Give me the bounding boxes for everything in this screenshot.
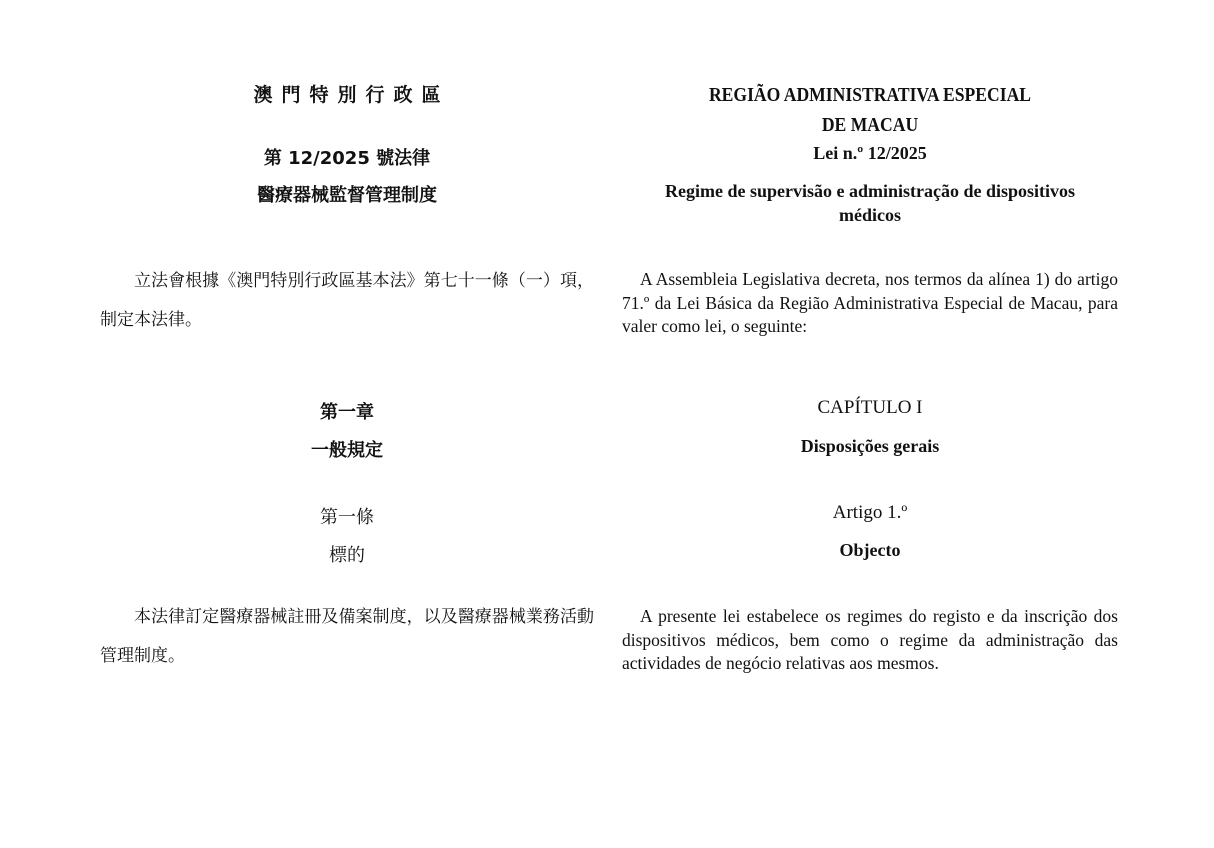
law-title-pt: Regime de supervisão e administração de dispositivos médicos	[664, 181, 1075, 225]
region-title-pt	[652, 80, 1088, 140]
chapter-title-zh: 一般規定	[311, 440, 383, 461]
law-number-zh: 第 12/2025 號法律	[263, 148, 431, 169]
preamble-zh: 立法會根據《澳門特別行政區基本法》第七十一條（一）項，制定本法律。	[100, 271, 594, 330]
article-heading-zh: 第一條	[320, 507, 374, 528]
region-title-pt-line1: REGIÃO ADMINISTRATIVA ESPECIAL	[708, 84, 1032, 106]
law-number-pt: Lei n.º 12/2025	[813, 143, 927, 163]
chinese-column	[100, 0, 594, 848]
region-title-zh: 澳門特別行政區	[253, 84, 450, 106]
chapter-title-pt: Disposições gerais	[800, 436, 940, 456]
portuguese-column	[622, 0, 1118, 848]
article-heading-pt: Artigo 1.º	[832, 502, 908, 523]
law-title-zh: 醫療器械監督管理制度	[257, 185, 437, 206]
article-title-pt: Objecto	[839, 540, 901, 560]
article-body-pt: A presente lei estabelece os regimes do registo e da inscrição dos dispositivos médicos, bem como o regime da administração das actividades de negócio relativas aos mesmos.	[622, 606, 1118, 673]
chapter-heading-pt: CAPÍTULO I	[817, 397, 923, 418]
region-title-pt-line2: DE MACAU	[821, 114, 919, 136]
article-title-zh: 標的	[329, 545, 365, 566]
chapter-heading-zh: 第一章	[320, 402, 374, 423]
article-body-zh: 本法律訂定醫療器械註冊及備案制度，以及醫療器械業務活動管理制度。	[100, 607, 594, 666]
preamble-pt: A Assembleia Legislativa decreta, nos termos da alínea 1) do artigo 71.º da Lei Básica da Região Administrativa Especial de Macau, para valer como lei, o seguinte:	[622, 269, 1118, 336]
